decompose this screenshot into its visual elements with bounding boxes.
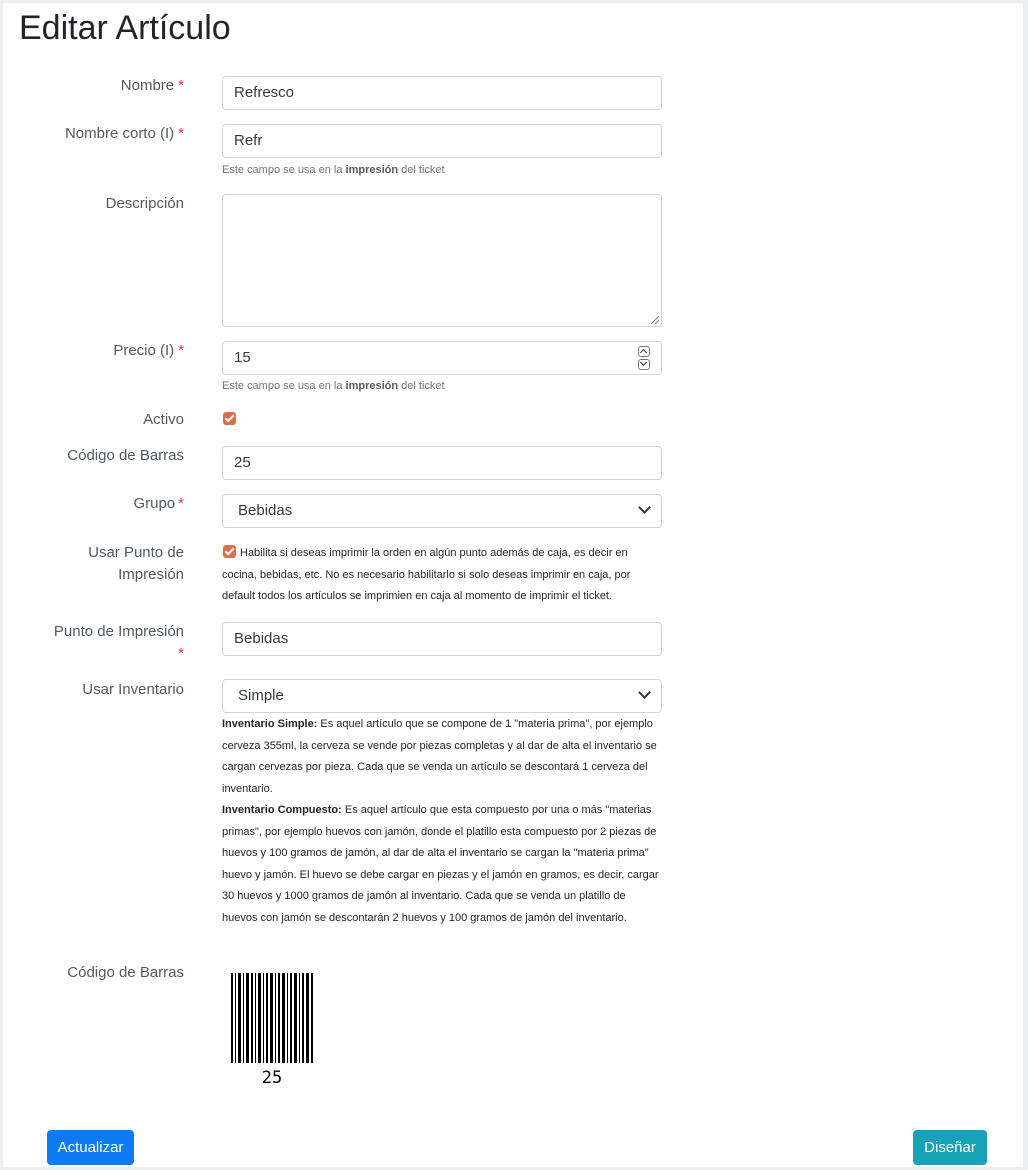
inventario-compuesto-text: Es aquel artículo que esta compuesto por una o más "materias primas", por ejemplo huevos con jamón, donde el platillo esta compuesto por 2 piezas de huevos y 100 gramos de jamón, al dar de alta el inventario se cargan la "materia prima" huevo y jamón. El huevo se debe cargar en piezas y el jamón en gramos, es decir, cargar 30 huevos y 1000 gramos de jamón al inventario. Cada que se venda un platillo de huevos con jamón se descontarán 2 huevos y 100 gramos de jamón del inventario.	[222, 804, 659, 924]
precio-label	[113, 340, 184, 362]
codigo-barras-label: Código de Barras	[67, 447, 184, 464]
usar-punto-impresion-label	[88, 542, 184, 586]
spin-down-icon[interactable]	[638, 359, 650, 370]
inventario-description	[222, 714, 662, 929]
nombre-label-text: Nombre	[120, 77, 175, 94]
help-bold: impresión	[345, 164, 399, 176]
nombre-corto-help	[222, 163, 445, 177]
chevron-down-icon	[638, 686, 651, 699]
barcode-image	[222, 969, 322, 1089]
grupo-label	[133, 493, 184, 515]
inventario-simple-title: Inventario Simple:	[222, 718, 318, 730]
punto-impresion-label	[54, 621, 184, 665]
inventario-simple-text: Es aquel artículo que se compone de 1 "materia prima", por ejemplo cerveza 355ml, la cerveza se vende por piezas completas y al dar de alta el inventario se cargan cervezas por pieza. Cada que se venda un artículo se descontará 1 cerveza del inventario.	[222, 718, 657, 795]
required-mark: *	[178, 645, 184, 662]
precio-label-text: Precio (I)	[113, 342, 175, 359]
label-line-2: Impresión	[118, 566, 184, 583]
help-suffix: del ticket	[398, 164, 445, 176]
grupo-label-text: Grupo	[133, 495, 176, 512]
chevron-down-icon	[638, 501, 651, 514]
inventario-compuesto-title: Inventario Compuesto:	[222, 804, 342, 816]
nombre-corto-label	[65, 123, 184, 145]
page-title: Editar Artículo	[19, 9, 231, 47]
nombre-input[interactable]: Refresco	[222, 76, 662, 110]
usar-inventario-label: Usar Inventario	[82, 681, 184, 698]
spin-up-icon[interactable]	[638, 346, 650, 357]
edit-article-card	[3, 3, 1023, 1167]
descripcion-textarea[interactable]	[222, 194, 662, 327]
label-line-1: Usar Punto de	[88, 544, 184, 561]
nombre-corto-label-text: Nombre corto (I)	[64, 125, 175, 142]
punto-impresion-label-text: Punto de Impresión	[53, 623, 184, 640]
activo-label: Activo	[143, 411, 184, 428]
precio-value: 15	[234, 349, 251, 366]
usar-punto-impresion-description: Habilita si deseas imprimir la orden en algún punto además de caja, es decir en cocina, bebidas, etc. No es necesario habilitarlo si solo deseas imprimir en caja, por default todos los artículos se imprimien en caja al momento de imprimir el ticket.	[222, 547, 631, 602]
activo-checkbox[interactable]	[223, 412, 236, 425]
required-mark: *	[178, 495, 184, 512]
number-spinner[interactable]	[638, 346, 649, 370]
barcode-caption: 25	[261, 1068, 283, 1088]
help-prefix: Este campo se usa en la	[222, 164, 346, 176]
required-mark: *	[178, 342, 184, 359]
help-bold: impresión	[345, 380, 399, 392]
required-mark: *	[178, 77, 184, 94]
nombre-label	[121, 75, 184, 97]
help-prefix: Este campo se usa en la	[222, 380, 346, 392]
usar-inventario-selected: Simple	[238, 687, 284, 704]
codigo-barras-input[interactable]: 25	[222, 446, 662, 480]
design-button[interactable]: Diseñar	[913, 1130, 987, 1165]
help-suffix: del ticket	[398, 380, 445, 392]
punto-impresion-input[interactable]: Bebidas	[222, 622, 662, 656]
codigo-barras-image-label: Código de Barras	[67, 964, 184, 981]
precio-input[interactable]	[222, 341, 662, 375]
barcode-bars	[231, 973, 313, 1063]
nombre-corto-input[interactable]: Refr	[222, 124, 662, 158]
descripcion-label: Descripción	[105, 195, 184, 212]
usar-inventario-select[interactable]	[222, 679, 662, 713]
update-button[interactable]: Actualizar	[47, 1130, 134, 1165]
precio-help	[222, 379, 445, 393]
grupo-select[interactable]	[222, 494, 662, 528]
resize-handle-icon[interactable]	[651, 316, 659, 324]
grupo-selected: Bebidas	[238, 502, 293, 519]
required-mark: *	[178, 125, 184, 142]
